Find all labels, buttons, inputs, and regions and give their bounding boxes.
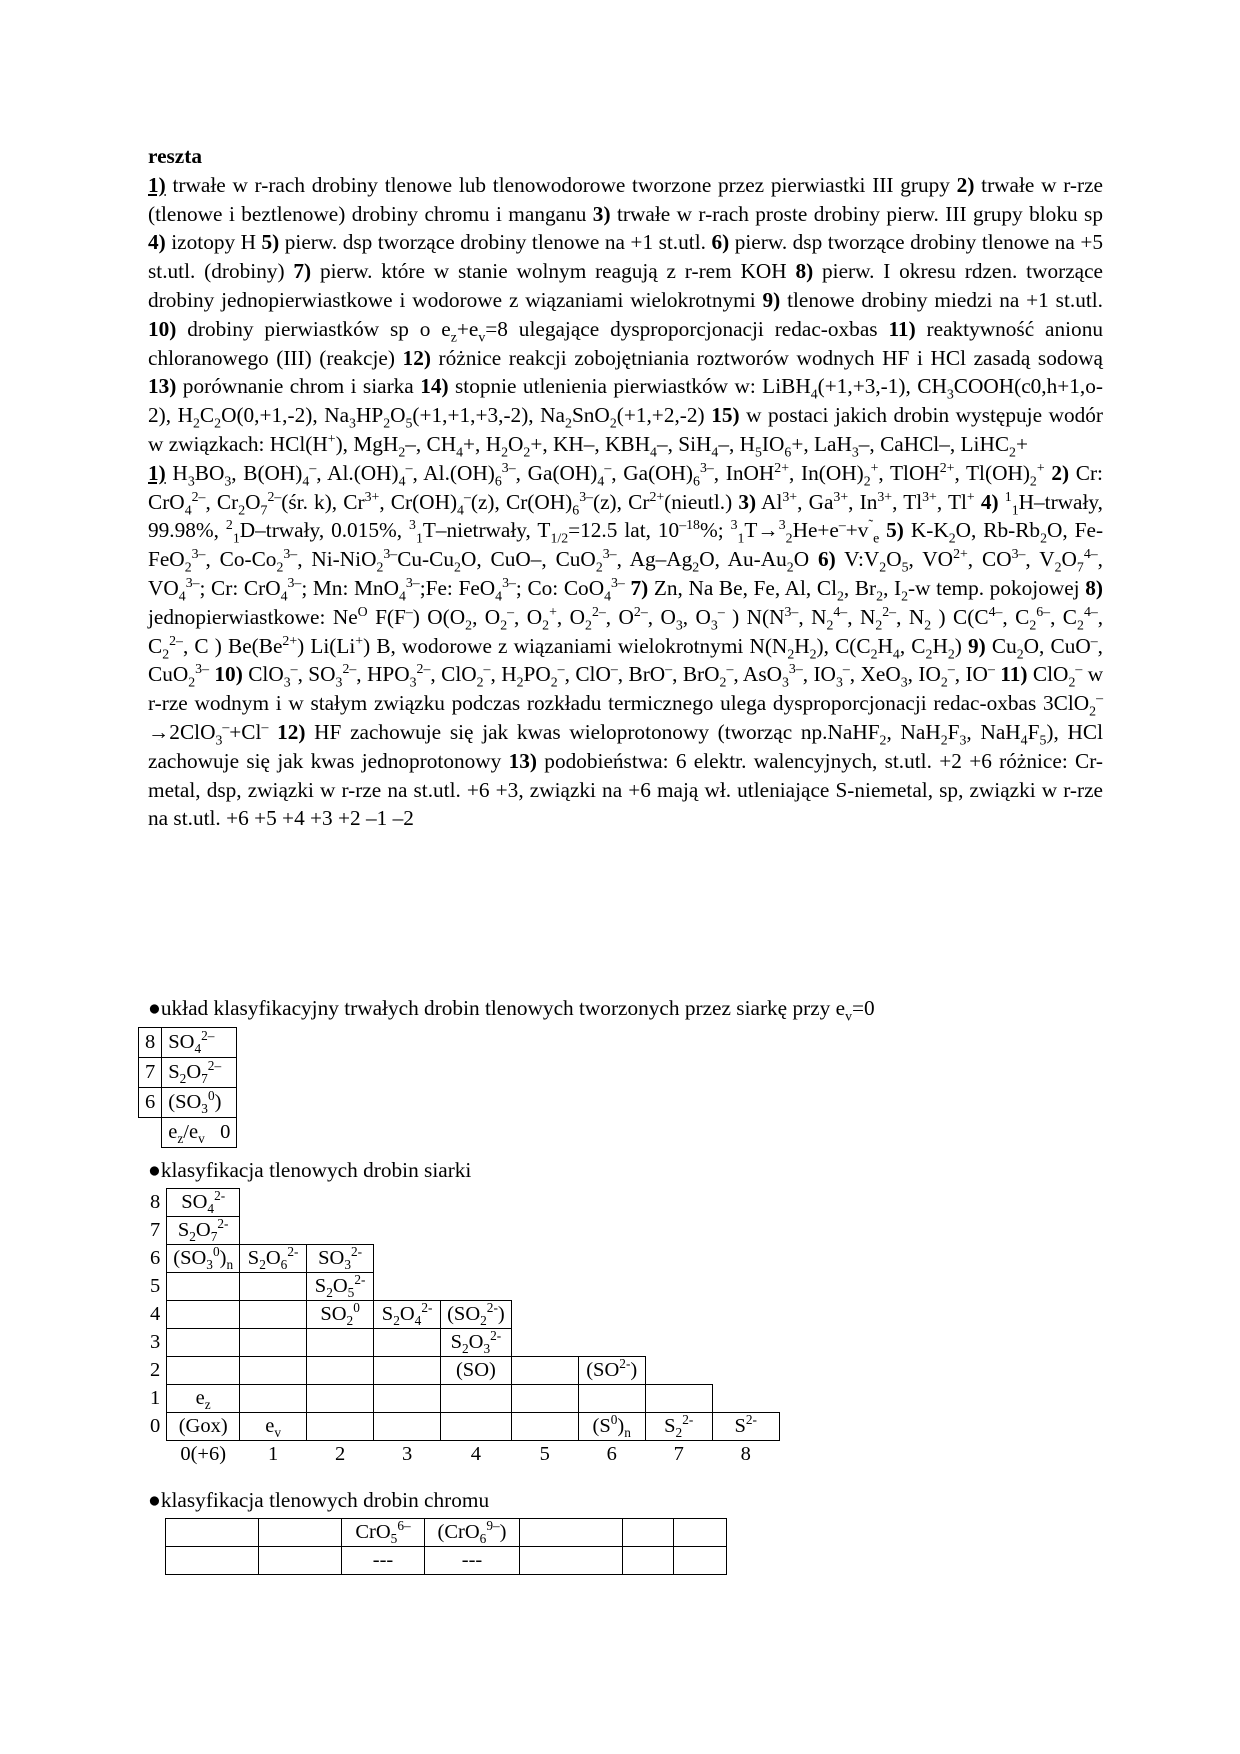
species-cell — [166, 1547, 259, 1575]
species-cell — [240, 1217, 307, 1245]
table-row — [144, 1329, 779, 1357]
species-cell — [578, 1273, 645, 1301]
table-row — [139, 1028, 237, 1058]
species-cell — [167, 1301, 240, 1329]
species-cell: --- — [425, 1547, 520, 1575]
empty-cell — [139, 1118, 162, 1148]
species-cell: $SO_3^{2-}$ — [307, 1245, 374, 1273]
caption-sulfur-classification: ●klasyfikacja tlenowych drobin siarki — [148, 1158, 472, 1182]
species-cell — [167, 1273, 240, 1301]
species-cell: $S_2^{2-}$ — [645, 1413, 712, 1441]
species-cell — [307, 1413, 374, 1441]
species-cell — [645, 1357, 712, 1385]
row-label-cell: 6 — [150, 1247, 161, 1269]
row-label-cell: 4 — [150, 1303, 161, 1325]
species-cell — [374, 1357, 441, 1385]
species-cell — [712, 1329, 779, 1357]
species-cell — [441, 1189, 512, 1217]
species-cell — [578, 1329, 645, 1357]
axis-footer-row — [144, 1441, 779, 1469]
species-cell — [578, 1385, 645, 1413]
species-cell — [511, 1329, 578, 1357]
table-row — [166, 1519, 727, 1547]
species-cell — [511, 1245, 578, 1273]
species-cell — [712, 1385, 779, 1413]
caption-chromium-classification: ●klasyfikacja tlenowych drobin chromu — [148, 1488, 490, 1512]
species-cell — [511, 1301, 578, 1329]
table-row — [144, 1385, 779, 1413]
species-cell — [578, 1301, 645, 1329]
species-cell: $(S^0)_n$ — [578, 1413, 645, 1441]
species-cell — [441, 1245, 512, 1273]
species-cell — [712, 1217, 779, 1245]
species-cell — [240, 1189, 307, 1217]
species-cell — [374, 1413, 441, 1441]
species-cell: $S_2O_7^{2-}$ — [162, 1058, 237, 1088]
document-page — [148, 142, 1103, 833]
table-row — [144, 1301, 779, 1329]
species-cell — [511, 1189, 578, 1217]
table-row — [144, 1245, 779, 1273]
species-cell — [307, 1217, 374, 1245]
species-cell — [441, 1413, 512, 1441]
axis-label-cell: 2 — [334, 1443, 346, 1465]
species-cell: $e_z$ — [167, 1385, 240, 1413]
axis-label-cell: 0(+6) — [180, 1443, 227, 1465]
row-label-cell: 5 — [150, 1275, 161, 1297]
species-cell — [674, 1547, 727, 1575]
species-cell — [441, 1273, 512, 1301]
table-row — [139, 1088, 237, 1118]
axis-label-cell: 5 — [539, 1443, 550, 1465]
row-label-cell: 2 — [150, 1359, 161, 1381]
species-cell: $(SO_3^0)$ — [162, 1088, 237, 1118]
species-cell — [240, 1329, 307, 1357]
species-cell — [645, 1189, 712, 1217]
axis-label-cell — [144, 1441, 167, 1469]
row-label-cell: 7 — [139, 1058, 162, 1088]
row-label-cell: 8 — [139, 1028, 162, 1058]
row-label-cell: 8 — [150, 1191, 161, 1213]
species-cell: $SO_4^{2-}$ — [167, 1189, 240, 1217]
species-cell — [307, 1189, 374, 1217]
species-cell: $S^{2-}$ — [712, 1413, 779, 1441]
species-cell — [712, 1273, 779, 1301]
species-cell — [511, 1413, 578, 1441]
questions-paragraph: 1) trwałe w r-rach drobiny tlenowe lub tlenowodorowe tworzone przez pierwiastki III grupy 2) trwałe w r-rze (tlenowe i beztlenowe) drobiny chromu i manganu 3) trwałe w r-rach proste drobiny pierw. III grupy bloku sp 4) izotopy H 5) pierw. dsp tworzące drobiny tlenowe na +1 st.utl. 6) pierw. dsp tworzące drobiny tlenowe na +5 st.utl. (drobiny) 7) pierw. które w stanie wolnym reagują z r-rem KOH 8) pierw. I okresu rdzen. tworzące drobiny jednopierwiastkowe i wodorowe z wiązaniami wielokrotnymi 9) tlenowe drobiny miedzi na +1 st.utl. 10) drobiny pierwiastków sp o $e_z+e_v=8$ ulegające dysproporcjonacji redac-oxbas 11) reaktywność anionu chloranowego (III) (reakcje) 12) różnice reakcji zobojętniania roztworów wodnych HF i HCl zasadą sodową 13) porównanie chrom i siarka 14) stopnie utlenienia pierwiastków w: LiBH$_4$(+1,+3,-1), $CH_3COOH(c0,h+1,o-2)$, $H_2C_2O(0,+1,-2)$, $Na_3HP_2O_5(+1,+1,+3,-2)$, $Na_2SnO_2(+1,+2,-2)$ 15) w postaci jakich drobin występuje wodór w związkach: HCl(H+), MgH$_2$–, $CH_4+$, $H_2O_2+$, KH–, $KBH_4-$, SiH$_4$–, $H_5IO_6+$, LaH$_3$–, CaHCl–, LiHC$_2$+ — [148, 172, 1104, 460]
species-cell — [511, 1385, 578, 1413]
sulfur-stable-table — [138, 1027, 237, 1148]
species-cell — [374, 1245, 441, 1273]
caption-sulfur-stable: ●układ klasyfikacyjny trwałych drobin tlenowych tworzonych przez siarkę przy $e_v=0$ — [148, 996, 875, 1024]
species-cell — [374, 1273, 441, 1301]
table-row — [139, 1058, 237, 1088]
species-cell — [374, 1385, 441, 1413]
species-cell — [511, 1273, 578, 1301]
species-cell: (SO) — [441, 1357, 512, 1385]
chromium-classification-table — [165, 1518, 727, 1575]
species-cell: --- — [342, 1547, 425, 1575]
axis-label-cell: 4 — [470, 1443, 482, 1465]
species-cell — [578, 1217, 645, 1245]
species-cell — [712, 1189, 779, 1217]
species-cell — [674, 1519, 727, 1547]
species-cell — [712, 1245, 779, 1273]
species-cell: $(SO_2^{2-})$ — [441, 1301, 512, 1329]
species-cell: $SO_2^0$ — [307, 1301, 374, 1329]
table-row — [144, 1189, 779, 1217]
species-cell — [645, 1385, 712, 1413]
species-cell — [441, 1385, 512, 1413]
species-cell — [259, 1519, 342, 1547]
species-cell: $SO_4^{2-}$ — [162, 1028, 237, 1058]
axis-label-cell: 3 — [401, 1443, 413, 1465]
species-cell — [374, 1217, 441, 1245]
species-cell — [623, 1547, 674, 1575]
row-label-cell: 7 — [150, 1219, 161, 1241]
species-cell — [623, 1519, 674, 1547]
species-cell — [645, 1301, 712, 1329]
row-label-cell: 6 — [139, 1088, 162, 1118]
axis-label-cell: 7 — [673, 1443, 684, 1465]
species-cell — [307, 1329, 374, 1357]
species-cell: (Gox) — [167, 1413, 240, 1441]
species-cell — [167, 1357, 240, 1385]
row-label-cell: 3 — [150, 1331, 161, 1353]
table-row — [166, 1547, 727, 1575]
species-cell: $(SO^{2-})$ — [578, 1357, 645, 1385]
species-cell — [511, 1357, 578, 1385]
species-cell — [240, 1357, 307, 1385]
species-cell — [645, 1245, 712, 1273]
species-cell — [520, 1547, 623, 1575]
species-cell — [712, 1357, 779, 1385]
species-cell: $S_2O_6^{2-}$ — [240, 1245, 307, 1273]
species-cell — [712, 1301, 779, 1329]
row-label-cell: 1 — [150, 1387, 161, 1409]
answers-paragraph: 1) $H_3BO_3$, $B(OH)_4^-$, $Al.(OH)_4^-$, $Al.(OH)_6^{3-}$, $Ga(OH)_4^-$, $Ga(OH)_6^{3-}$, InOH$^{2+}$, $In(OH)_2^+$, TlOH$^{2+}$, $Tl(OH)_2^+$ 2) Cr: CrO$_4^{2-}$, $Cr_2O_7^{2-}(śr$. k), $Cr^{3+}$, $Cr(OH)_4^-(z)$, $Cr(OH)_6^{3-}(z)$, $Cr^{2+}(nieutl.)$ 3) $Al^{3+}$, $Ga^{3+}$, $In^{3+}$, $Tl^{3+}$, Tl+ 4) $^1_1$H–trwały, 99.98%, $^2_1$D–trwały, 0.015%, $^3_1$T–nietrwały, $T_{1/2}=12.5$ lat, $10^{-18}\%$; $^3_1T\to^3_2He+e^-+v^˜_e$ 5) $K-K_2O$, $Rb-Rb_2O$, Fe-FeO$_2^{3-}$, $Co-Co_2^{3-}$, $Ni-NiO_2^{3-}Cu-Cu_2O$, CuO–, CuO$_2^{3-}$, $Ag-Ag_2O$, $Au-Au_2O$ 6) $V:V_2O_5$, $VO^{2+}$, $CO^{3-}$, $V_2O_7^{4-}$, $VO_4^{3-}$; Cr: CrO$_4^{3-}$; Mn: MnO$_4^{3-}$;Fe: FeO$_4^{3-}$; Co: CoO$_4^{3-}$ 7) Zn, Na Be, Fe, Al, $Cl_2$, $Br_2$, $I_2-w$ temp. pokojowej 8) jednopierwiastkowe: $Ne^O$ F(F–) $O(O_2$, $O_2^-$, $O_2^+$, $O_2^{2-}$, $O^{2-}$, $O_3$, $O_3^-$ ) $N(N^{3-}$, $N_2^{4-}$, $N_2^{2-}$, $N_2$ ) $C(C^{4-}$, $C_2^{6-}$, $C_2^{4-}$, $C_2^{2-}$, C ) $Be(Be^{2+})$ Li(Li+) B, wodorowe z wiązaniami wielokrotnymi $N(N_2H_2)$, $C(C_2H_4$, $C_2H_2$) 9) $Cu_2O$, CuO–, CuO$_2^{3-}$ 10) ClO$_3$–, $SO_3^{2-}$, $HPO_3^{2-}$, ClO$_2$–, $H_2PO_2^-$, ClO–, BrO–, BrO$_2$–, AsO$_3^{3-}$, $IO_3^-$, XeO$_3$, $IO_2^-$, IO– 11) ClO$_2$– w r-rze wodnym i w stałym związku podczas rozkładu termicznego ulega dysproporcjonacji redac-oxbas 3ClO$_2$–→2ClO$_3$–+Cl– 12) HF zachowuje się jak kwas wieloprotonowy (tworząc np.NaHF$_2$, $NaH_2F_3$, $NaH_4F_5$), HCl zachowuje się jak kwas jednoprotonowy 13) podobieństwa: 6 elektr. walencyjnych, st.utl. +2 +6 różnice: Cr-metal, dsp, związki w r-rze na st.utl. +6 +3, związki na +6 mają wł. utleniające S-niemetal, sp, związki w r-rze na st.utl. +6 +5 +4 +3 +2 –1 –2 — [148, 459, 1104, 831]
table-row — [144, 1273, 779, 1301]
species-cell — [240, 1301, 307, 1329]
axis-label-cell: 8 — [740, 1443, 751, 1465]
row-label-cell: 0 — [150, 1415, 161, 1437]
species-cell: $S_2O_7^{2-}$ — [167, 1217, 240, 1245]
species-cell — [259, 1547, 342, 1575]
species-cell — [307, 1385, 374, 1413]
species-cell: $S_2O_3^{2-}$ — [441, 1329, 512, 1357]
axis-label-cell: 6 — [606, 1443, 617, 1465]
species-cell — [240, 1385, 307, 1413]
axis-label-cell: 1 — [267, 1443, 279, 1465]
species-cell — [511, 1217, 578, 1245]
species-cell — [166, 1519, 259, 1547]
species-cell — [645, 1217, 712, 1245]
species-cell — [374, 1329, 441, 1357]
species-cell — [520, 1519, 623, 1547]
species-cell — [645, 1329, 712, 1357]
species-cell — [374, 1189, 441, 1217]
species-cell — [441, 1217, 512, 1245]
species-cell — [307, 1357, 374, 1385]
section-heading: reszta — [148, 144, 203, 168]
species-cell: $(SO_3^0)_n$ — [167, 1245, 240, 1273]
species-cell — [645, 1273, 712, 1301]
table-row — [144, 1217, 779, 1245]
table-row — [144, 1357, 779, 1385]
sulfur-classification-table — [144, 1188, 780, 1468]
species-cell — [578, 1245, 645, 1273]
species-cell — [578, 1189, 645, 1217]
species-cell: $S_2O_4^{2-}$ — [374, 1301, 441, 1329]
table-row — [144, 1413, 779, 1441]
species-cell: $S_2O_5^{2-}$ — [307, 1273, 374, 1301]
species-cell — [167, 1329, 240, 1357]
species-cell: $e_v$ — [240, 1413, 307, 1441]
species-cell: CrO$_5^{6-}$ — [342, 1519, 425, 1547]
species-cell — [240, 1273, 307, 1301]
species-cell: (CrO$_6^{9-}$) — [425, 1519, 520, 1547]
axis-footer-cell: $e_z/e_v$ 0 — [162, 1118, 237, 1148]
